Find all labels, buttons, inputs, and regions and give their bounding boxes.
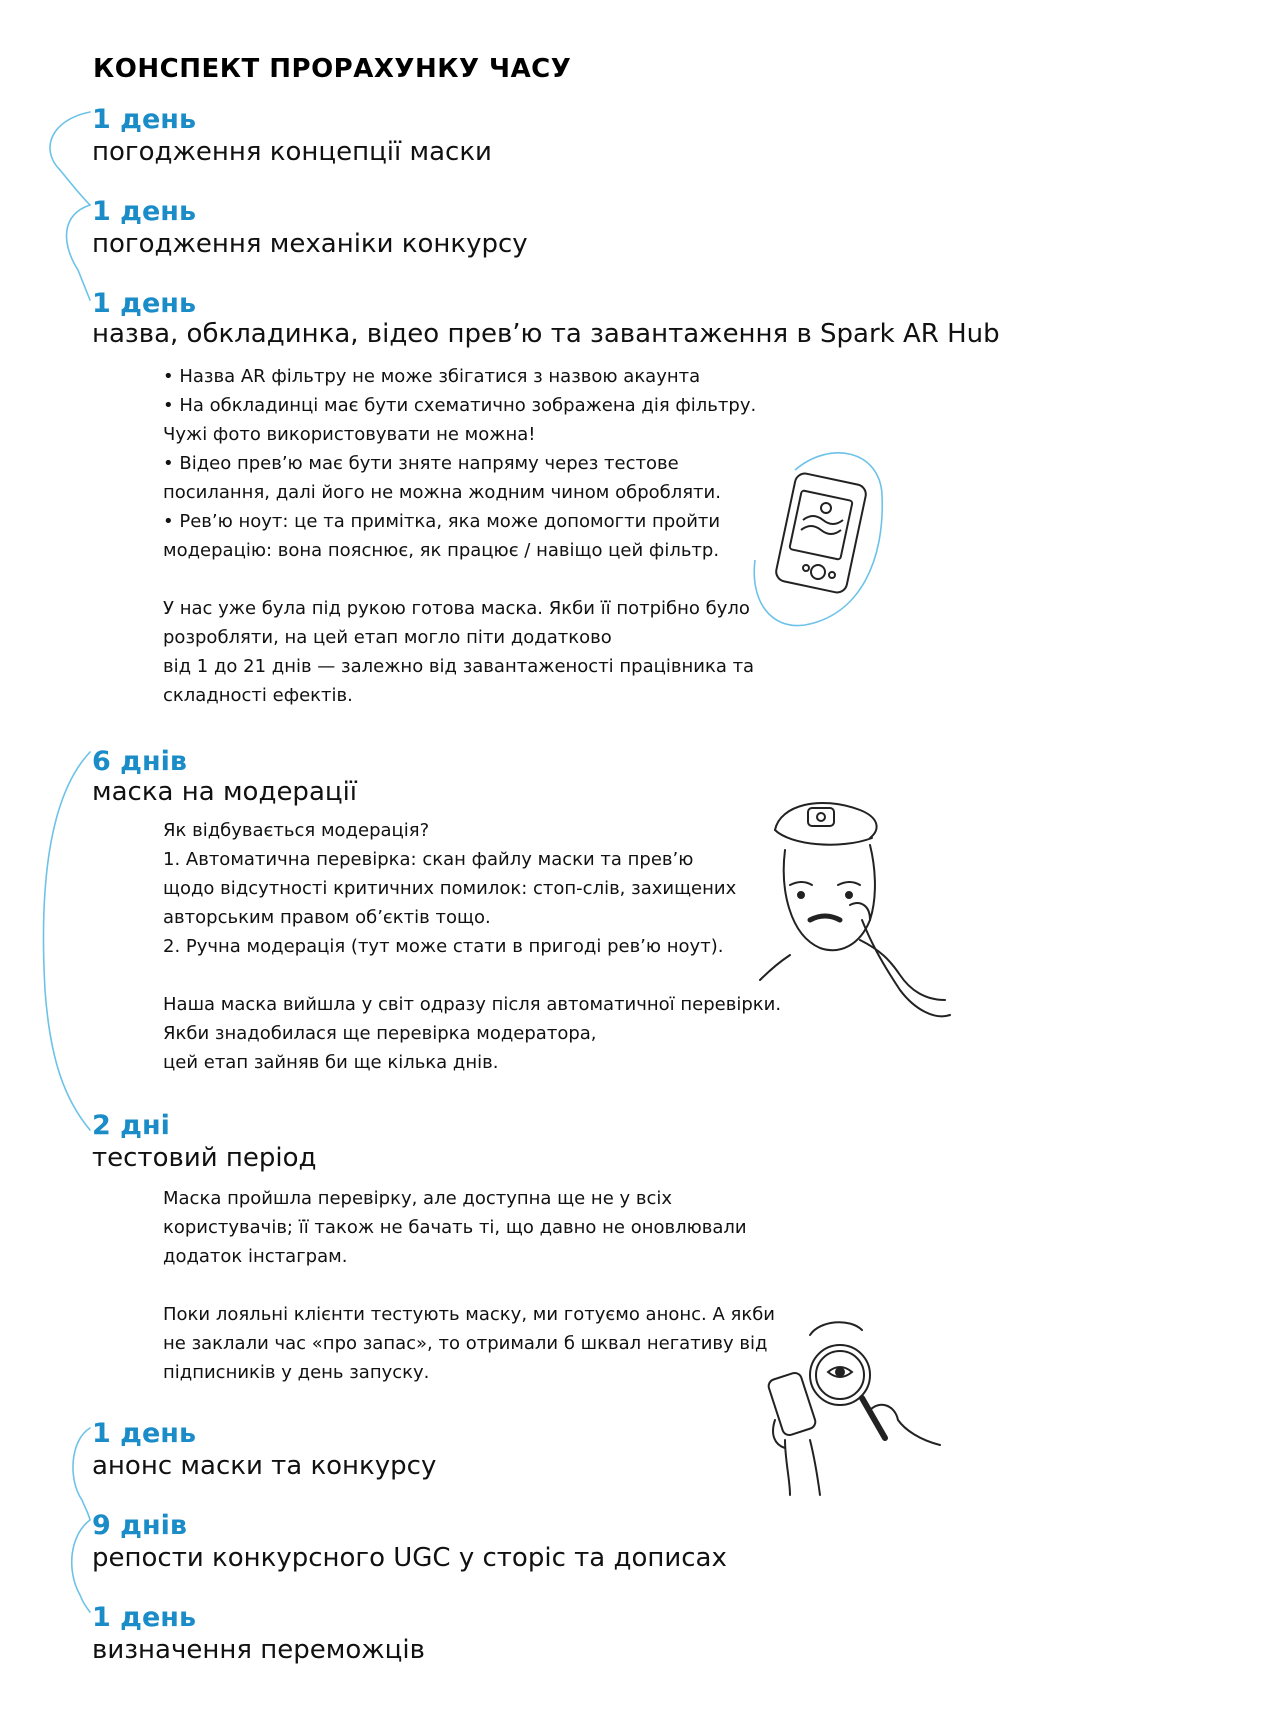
note-line: • Назва AR фільтру не може збігатися з назвою акаунта [163, 366, 701, 387]
note-line: авторським правом об’єктів тощо. [163, 907, 491, 928]
step-duration: 1 день [92, 1602, 197, 1633]
note-line: не заклали час «про запас», то отримали б шквал негативу від [163, 1333, 768, 1354]
note-line: підписників у день запуску. [163, 1362, 430, 1383]
page-title: КОНСПЕКТ ПРОРАХУНКУ ЧАСУ [93, 54, 572, 84]
step-duration: 1 день [92, 288, 197, 319]
note-line: Якби знадобилася ще перевірка модератора, [163, 1023, 597, 1044]
step-stage: назва, обкладинка, відео прев’ю та завантаження в Spark AR Hub [92, 319, 1000, 349]
step-notes [163, 362, 783, 710]
step-stage: визначення переможців [92, 1635, 425, 1665]
note-line: складності ефектів. [163, 685, 353, 706]
note-line: Маска пройшла перевірку, але доступна ще не у всіх [163, 1188, 673, 1209]
note-line: • Відео прев’ю має бути зняте напряму через тестове [163, 453, 679, 474]
note-line: посилання, далі його не можна жодним чином обробляти. [163, 482, 721, 503]
note-line: користувачів; її також не бачать ті, що давно не оновлювали [163, 1217, 747, 1238]
step-stage: анонс маски та конкурсу [92, 1451, 437, 1481]
note-line: розробляти, на цей етап могло піти додатково [163, 627, 612, 648]
note-line: Чужі фото використовувати не можна! [163, 424, 536, 445]
note-line: 1. Автоматична перевірка: скан файлу маски та прев’ю [163, 849, 694, 870]
note-line: Поки лояльні клієнти тестують маску, ми готуємо анонс. А якби [163, 1304, 776, 1325]
note-line: Як відбувається модерація? [163, 820, 430, 841]
note-line: 2. Ручна модерація (тут може стати в пригоді рев’ю ноут). [163, 936, 724, 957]
note-line: • На обкладинці має бути схематично зображена дія фільтру. [163, 395, 757, 416]
note-line: • Рев’ю ноут: це та примітка, яка може допомогти пройти [163, 511, 721, 532]
step-duration: 1 день [92, 196, 197, 227]
note-line: цей етап зайняв би ще кілька днів. [163, 1052, 499, 1073]
step-notes [163, 1184, 783, 1387]
magnifier-illustration [767, 1322, 940, 1495]
note-line: модерацію: вона пояснює, як працює / навіщо цей фільтр. [163, 540, 720, 561]
step-stage: тестовий період [92, 1143, 317, 1173]
note-line: від 1 до 21 днів — залежно від завантаженості працівника та [163, 656, 755, 677]
step-stage: маска на модерації [92, 777, 358, 807]
note-line: щодо відсутності критичних помилок: стоп-слів, захищених [163, 878, 737, 899]
step-duration: 9 днів [92, 1510, 187, 1541]
step-duration: 2 дні [92, 1110, 170, 1141]
step-stage: репости конкурсного UGC у сторіс та дописах [92, 1543, 727, 1573]
step-notes [163, 816, 783, 1077]
step-stage: погодження механіки конкурсу [92, 229, 528, 259]
timeline-brackets [43, 112, 90, 1612]
step-stage: погодження концепції маски [92, 137, 492, 167]
step-duration: 1 день [92, 104, 197, 135]
note-line: Наша маска вийшла у світ одразу після автоматичної перевірки. [163, 994, 782, 1015]
note-line: У нас уже була під рукою готова маска. Якби її потрібно було [163, 598, 750, 619]
inspector-illustration [760, 803, 950, 1016]
step-duration: 6 днів [92, 746, 187, 777]
note-line: додаток інстаграм. [163, 1246, 348, 1267]
step-duration: 1 день [92, 1418, 197, 1449]
